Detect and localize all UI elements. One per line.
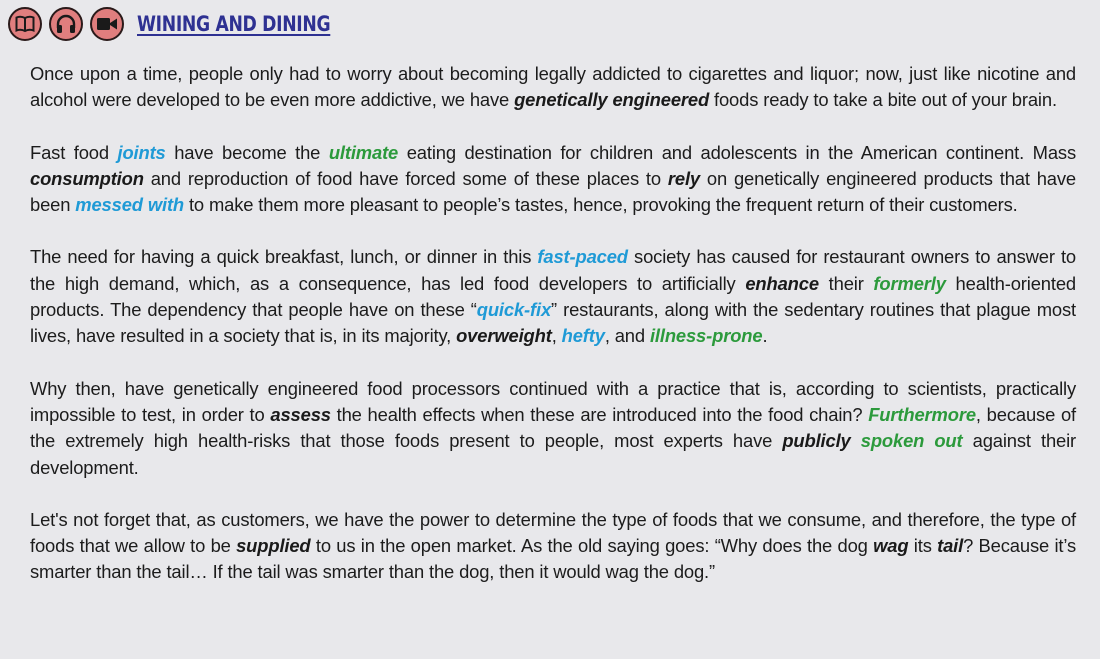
text-run: health-oriented products. The dependency that people have on these “ bbox=[30, 272, 1076, 321]
highlighted-word: ultimate bbox=[328, 141, 399, 163]
text-run: to us in the open market. As the old saying goes: “Why does the dog bbox=[310, 535, 874, 557]
text-run: society has caused for restaurant owners to answer to the high demand, which, as a consequence, has led food developers to artificially bbox=[30, 246, 1076, 294]
read-button[interactable] bbox=[8, 7, 42, 41]
page-title: WINING AND DINING bbox=[137, 12, 331, 36]
highlighted-word: formerly bbox=[873, 272, 946, 294]
highlighted-word: supplied bbox=[236, 535, 311, 557]
highlighted-word: tail bbox=[937, 535, 964, 557]
video-camera-icon bbox=[96, 16, 118, 32]
text-run: the health effects when these are introduced into the food chain? bbox=[330, 403, 869, 425]
highlighted-word: Furthermore bbox=[868, 403, 976, 425]
highlighted-word: enhance bbox=[745, 272, 819, 294]
highlighted-word: genetically engineered bbox=[514, 89, 710, 111]
paragraph bbox=[30, 244, 1076, 349]
header bbox=[8, 4, 373, 44]
paragraph bbox=[30, 140, 1076, 219]
highlighted-word: rely bbox=[667, 167, 700, 189]
text-run: Let's not forget that, as customers, we have the power to determine the type of foods that we consume, and therefore, the type of foods that we allow to be bbox=[30, 508, 1076, 557]
highlighted-word: joints bbox=[117, 141, 166, 163]
book-icon bbox=[15, 15, 35, 33]
text-run: have become the bbox=[165, 141, 329, 163]
text-run: on genetically engineered products that have been bbox=[30, 167, 1076, 216]
paragraph bbox=[30, 507, 1076, 586]
listen-button[interactable] bbox=[49, 7, 83, 41]
text-run: against their development. bbox=[30, 430, 1077, 478]
text-run bbox=[851, 430, 861, 451]
text-run: , and bbox=[604, 325, 650, 347]
highlighted-word: publicly bbox=[782, 430, 851, 452]
highlighted-word: hefty bbox=[561, 325, 605, 347]
highlighted-word: fast-paced bbox=[537, 246, 628, 268]
headphones-icon bbox=[55, 14, 77, 34]
highlighted-word: assess bbox=[270, 403, 331, 425]
highlighted-word: wag bbox=[873, 535, 909, 557]
paragraph bbox=[30, 61, 1076, 114]
watch-button[interactable] bbox=[90, 7, 124, 41]
text-run: ? Because it’s smarter than the tail… If the tail was smarter than the dog, then it would wag the dog.” bbox=[30, 535, 1076, 583]
text-run: and reproduction of food have forced some of these places to bbox=[143, 167, 668, 189]
text-run: Once upon a time, people only had to worry about becoming legally addicted to cigarettes and liquor; now, just like nicotine and alcohol were developed to be even more addictive, we have bbox=[30, 63, 1076, 111]
text-run: its bbox=[908, 535, 938, 557]
text-run: . bbox=[762, 325, 768, 347]
highlighted-word: consumption bbox=[30, 167, 144, 189]
highlighted-word: overweight bbox=[456, 325, 552, 347]
text-run: , bbox=[551, 325, 562, 347]
text-run: foods ready to take a bite out of your brain. bbox=[709, 89, 1057, 111]
text-run: eating destination for children and adolescents in the American continent. Mass bbox=[398, 141, 1076, 163]
text-run: Why then, have genetically engineered food processors continued with a practice that is, according to scientists, practically impossible to test, in order to bbox=[30, 377, 1076, 425]
highlighted-word: quick-fix bbox=[476, 299, 552, 321]
text-run: , because of the extremely high health-risks that those foods present to people, most experts have bbox=[30, 403, 1076, 452]
text-run: to make them more pleasant to people’s tastes, hence, provoking the frequent return of their customers. bbox=[184, 194, 1018, 216]
paragraph bbox=[30, 376, 1076, 481]
text-run: Fast food bbox=[30, 141, 118, 163]
highlighted-word: spoken out bbox=[860, 430, 963, 452]
text-run: their bbox=[818, 272, 874, 294]
article-body bbox=[30, 61, 1076, 612]
text-run: ” restaurants, along with the sedentary routines that plague most lives, have resulted in a society that is, in its majority, bbox=[30, 299, 1076, 347]
highlighted-word: illness-prone bbox=[649, 325, 763, 347]
text-run: The need for having a quick breakfast, lunch, or dinner in this bbox=[30, 246, 538, 268]
highlighted-word: messed with bbox=[75, 194, 185, 216]
